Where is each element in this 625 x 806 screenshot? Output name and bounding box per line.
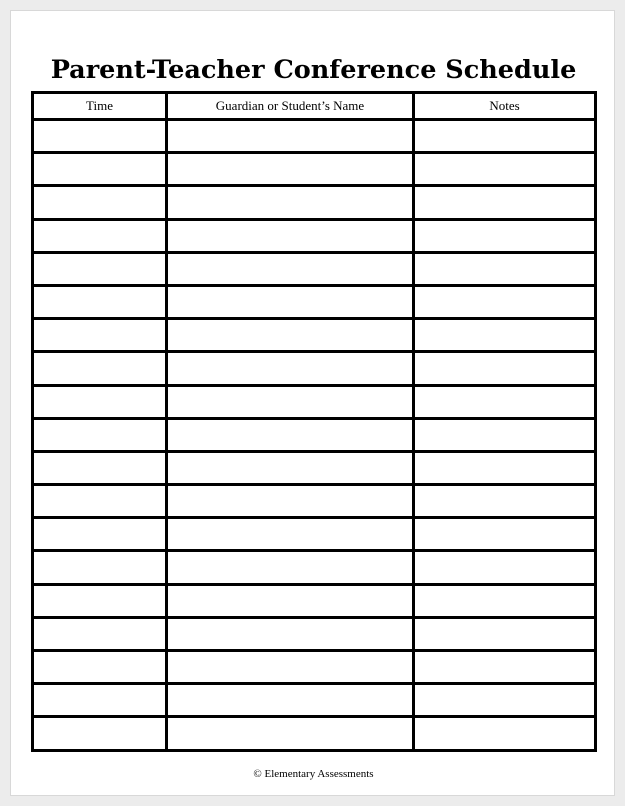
page-title: Parent-Teacher Conference Schedule bbox=[50, 55, 577, 85]
table-row bbox=[33, 120, 596, 153]
column-header-name: Guardian or Student’s Name bbox=[167, 93, 414, 120]
table-row bbox=[33, 385, 596, 418]
name-cell bbox=[167, 252, 414, 285]
schedule-table bbox=[31, 91, 597, 752]
table-row bbox=[33, 153, 596, 186]
table-row bbox=[33, 252, 596, 285]
header-row bbox=[33, 93, 596, 120]
table-row bbox=[33, 584, 596, 617]
notes-cell bbox=[414, 153, 596, 186]
time-cell bbox=[33, 285, 167, 318]
table-row bbox=[33, 684, 596, 717]
time-cell bbox=[33, 153, 167, 186]
notes-cell bbox=[414, 485, 596, 518]
time-cell bbox=[33, 252, 167, 285]
notes-cell bbox=[414, 186, 596, 219]
notes-cell bbox=[414, 717, 596, 750]
name-cell bbox=[167, 717, 414, 750]
time-cell bbox=[33, 120, 167, 153]
name-cell bbox=[167, 418, 414, 451]
notes-cell bbox=[414, 252, 596, 285]
table-row bbox=[33, 551, 596, 584]
time-cell bbox=[33, 385, 167, 418]
table-row bbox=[33, 717, 596, 750]
name-cell bbox=[167, 451, 414, 484]
notes-cell bbox=[414, 651, 596, 684]
time-cell bbox=[33, 717, 167, 750]
copyright-footer: © Elementary Assessments bbox=[253, 768, 374, 780]
time-cell bbox=[33, 418, 167, 451]
name-cell bbox=[167, 551, 414, 584]
notes-cell bbox=[414, 120, 596, 153]
time-cell bbox=[33, 485, 167, 518]
name-cell bbox=[167, 120, 414, 153]
column-header-time: Time bbox=[33, 93, 167, 120]
time-cell bbox=[33, 451, 167, 484]
time-cell bbox=[33, 551, 167, 584]
time-cell bbox=[33, 319, 167, 352]
notes-cell bbox=[414, 219, 596, 252]
time-cell bbox=[33, 584, 167, 617]
time-cell bbox=[33, 219, 167, 252]
name-cell bbox=[167, 285, 414, 318]
name-cell bbox=[167, 352, 414, 385]
time-cell bbox=[33, 518, 167, 551]
notes-cell bbox=[414, 418, 596, 451]
time-cell bbox=[33, 684, 167, 717]
column-header-notes: Notes bbox=[414, 93, 596, 120]
notes-cell bbox=[414, 285, 596, 318]
notes-cell bbox=[414, 518, 596, 551]
table-row bbox=[33, 285, 596, 318]
name-cell bbox=[167, 319, 414, 352]
table-row bbox=[33, 451, 596, 484]
table-row bbox=[33, 518, 596, 551]
table-row bbox=[33, 186, 596, 219]
time-cell bbox=[33, 617, 167, 650]
name-cell bbox=[167, 219, 414, 252]
notes-cell bbox=[414, 584, 596, 617]
notes-cell bbox=[414, 385, 596, 418]
notes-cell bbox=[414, 451, 596, 484]
name-cell bbox=[167, 186, 414, 219]
table-row bbox=[33, 352, 596, 385]
table-row bbox=[33, 219, 596, 252]
schedule-body bbox=[33, 120, 596, 751]
table-row bbox=[33, 418, 596, 451]
document-page bbox=[10, 10, 615, 796]
notes-cell bbox=[414, 551, 596, 584]
name-cell bbox=[167, 518, 414, 551]
notes-cell bbox=[414, 684, 596, 717]
table-row bbox=[33, 617, 596, 650]
table-row bbox=[33, 651, 596, 684]
table-row bbox=[33, 485, 596, 518]
notes-cell bbox=[414, 319, 596, 352]
name-cell bbox=[167, 153, 414, 186]
time-cell bbox=[33, 186, 167, 219]
time-cell bbox=[33, 651, 167, 684]
name-cell bbox=[167, 651, 414, 684]
notes-cell bbox=[414, 617, 596, 650]
time-cell bbox=[33, 352, 167, 385]
table-row bbox=[33, 319, 596, 352]
name-cell bbox=[167, 385, 414, 418]
notes-cell bbox=[414, 352, 596, 385]
name-cell bbox=[167, 485, 414, 518]
name-cell bbox=[167, 684, 414, 717]
name-cell bbox=[167, 617, 414, 650]
name-cell bbox=[167, 584, 414, 617]
